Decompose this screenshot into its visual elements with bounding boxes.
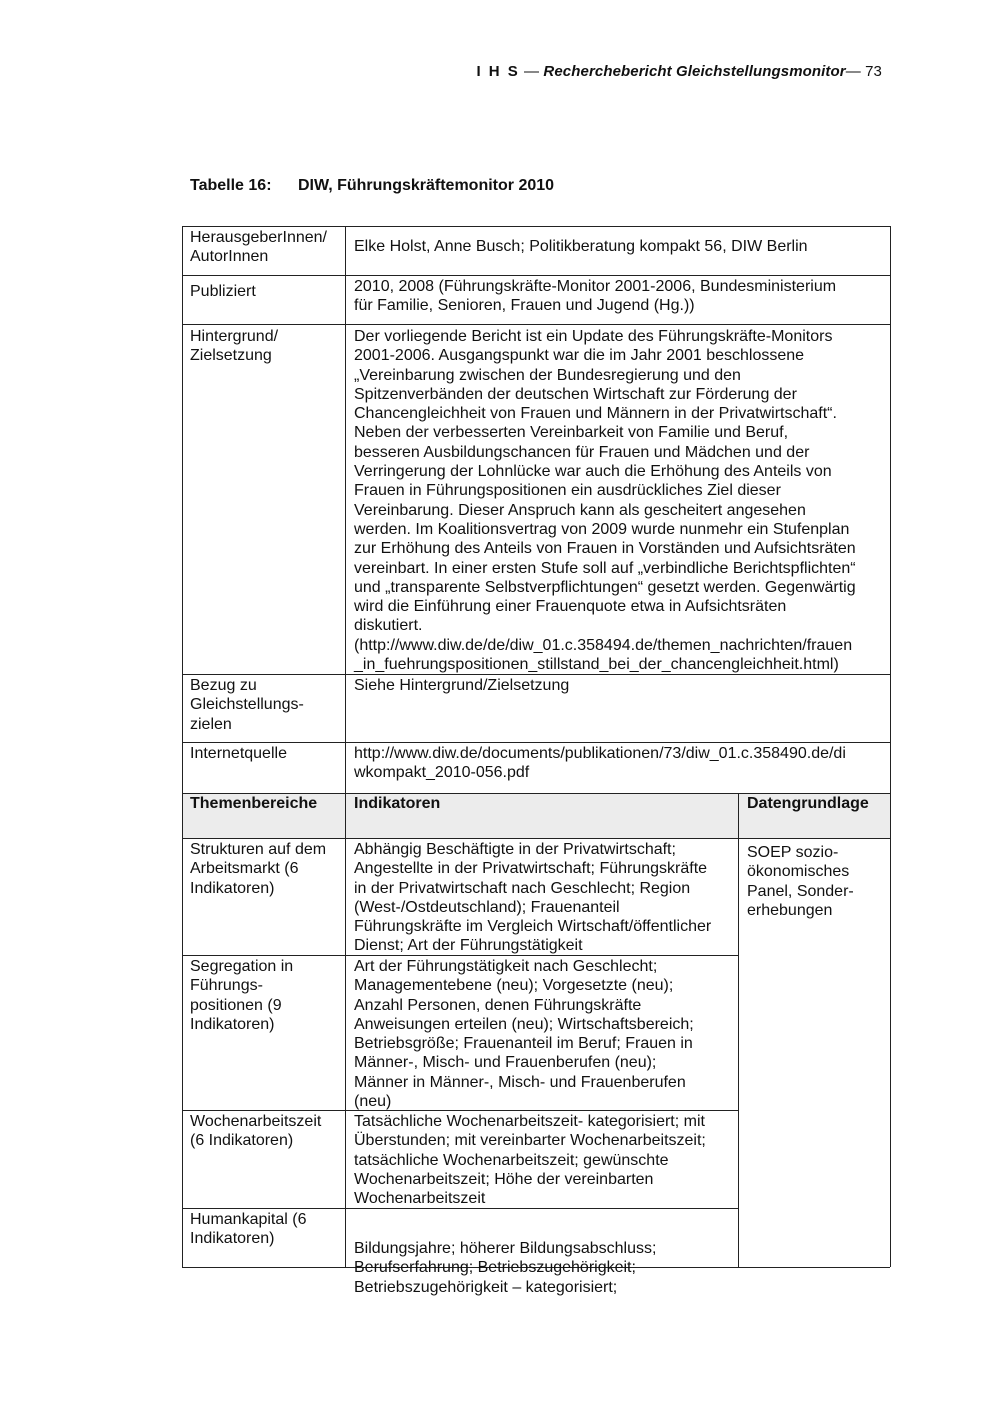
header-title: Recherchebericht Gleichstellungsmonitor — [543, 63, 846, 80]
topic-label: Segregation in Führungs- positionen (9 Indikatoren) — [190, 958, 294, 1033]
topic-indicators: Tatsächliche Wochenarbeitszeit- kategorisiert; mit Überstunden; mit vereinbarter Wochenarbeitszeit; tatsächliche Wochenarbeitszeit; gewünschte Wochenarbeitszeit; Höhe der vereinbarten Wochenarbeitszeit — [354, 1113, 706, 1208]
header-org: I H S — [476, 63, 520, 80]
topic-indicators: Art der Führungstätigkeit nach Geschlecht; Managementebene (neu); Vorgesetzte (neu); Anzahl Personen, denen Führungskräfte Anweisungen erteilen (neu); Wirtschaftsbereich; Betriebsgröße; Frauenanteil im Beruf; Frauen in Männer-, Misch- und Frauenberufen (neu); Männer in Männer-, Misch- und Frauenberufen (neu) — [354, 958, 694, 1111]
table-number: Tabelle 16: — [190, 177, 272, 194]
topic-indicators: Bildungsjahre; höherer Bildungsabschluss; Berufserfahrung; Betriebszugehörigkeit; Betriebszugehörigkeit – kategorisiert; — [354, 1240, 657, 1296]
value-internet-source[interactable]: http://www.diw.de/documents/publikationen/73/diw_01.c.358490.de/di wkompakt_2010-056.pdf — [354, 745, 846, 782]
topic-indicators: Abhängig Beschäftigte in der Privatwirtschaft; Angestellte in der Privatwirtschaft; Führungskräfte in der Privatwirtschaft nach Geschlecht; Region (West-/Ostdeutschland); Frauenanteil Führungskräfte im Vergleich Wirtschaft/öffentlicher Dienst; Art der Führungstätigkeit — [354, 841, 712, 955]
value-background: Der vorliegende Bericht ist ein Update des Führungskräfte-Monitors 2001-2006. Ausgangspunkt war die im Jahr 2001 beschlossene „Vereinbarung zwischen der Bundesregierung und den Spitzenverbänden der deutschen Wirtschaft zur Förderung der Chancengleichheit von Frauen und Männern in der Privatwirtschaft“. Neben der verbesserten Vereinbarkeit von Familie und Beruf, besseren Ausbildungschancen für Frauen und Mädchen und der Verringerung der Lohnlücke war auch die Erhöhung des Anteils von Frauen in Führungspositionen ein ausdrückliches Ziel dieser Vereinbarung. Dieser Anspruch kann als gescheitert angesehen werden. Im Koalitionsvertrag von 2009 wurde nunmehr ein Stufenplan zur Erhöhung des Anteils von Frauen in Vorständen und Aufsichtsräten vereinbart. In einer ersten Stufe soll auf „verbindliche Berichtspflichten“ und „transparente Selbstverpflichtungen“ gesetzt werden. Gegenwärtig wird die Einführung einer Frauenquote etwa in Aufsichtsräten diskutiert. (http://www.diw.de/de/diw_01.c.358494.de/themen_nachrichten/frauen _in_fuehrungspositionen_stillstand_bei_der_chancengleichheit.html) — [354, 328, 856, 674]
label-authors: HerausgeberInnen/ AutorInnen — [190, 229, 327, 266]
value-equality-goals: Siehe Hintergrund/Zielsetzung — [354, 677, 570, 694]
header-page-number: — 73 — [845, 63, 882, 80]
label-internet: Internetquelle — [190, 745, 287, 762]
data-source-cell: SOEP sozio- ökonomisches Panel, Sonder- erhebungen — [747, 844, 854, 919]
table-caption — [190, 177, 554, 195]
value-published: 2010, 2008 (Führungskräfte-Monitor 2001-2006, Bundesministerium für Familie, Senioren, Frauen und Jugend (Hg.)) — [354, 278, 837, 315]
topic-label: Humankapital (6 Indikatoren) — [190, 1211, 307, 1248]
value-authors: Elke Holst, Anne Busch; Politikberatung kompakt 56, DIW Berlin — [354, 238, 808, 255]
topic-label: Wochenarbeitszeit (6 Indikatoren) — [190, 1113, 322, 1150]
column-header-topics: Themenbereiche — [190, 795, 318, 812]
column-header-data-source: Datengrundlage — [747, 795, 869, 812]
column-header-indicators: Indikatoren — [354, 795, 441, 812]
label-published: Publiziert — [190, 283, 256, 300]
label-background: Hintergrund/ Zielsetzung — [190, 328, 279, 365]
topic-label: Strukturen auf dem Arbeitsmarkt (6 Indikatoren) — [190, 841, 327, 897]
header-dash: — — [519, 63, 544, 80]
page-header — [476, 63, 882, 80]
table-title: DIW, Führungskräftemonitor 2010 — [298, 177, 555, 194]
label-equality-goals: Bezug zu Gleichstellungs- zielen — [190, 677, 304, 733]
